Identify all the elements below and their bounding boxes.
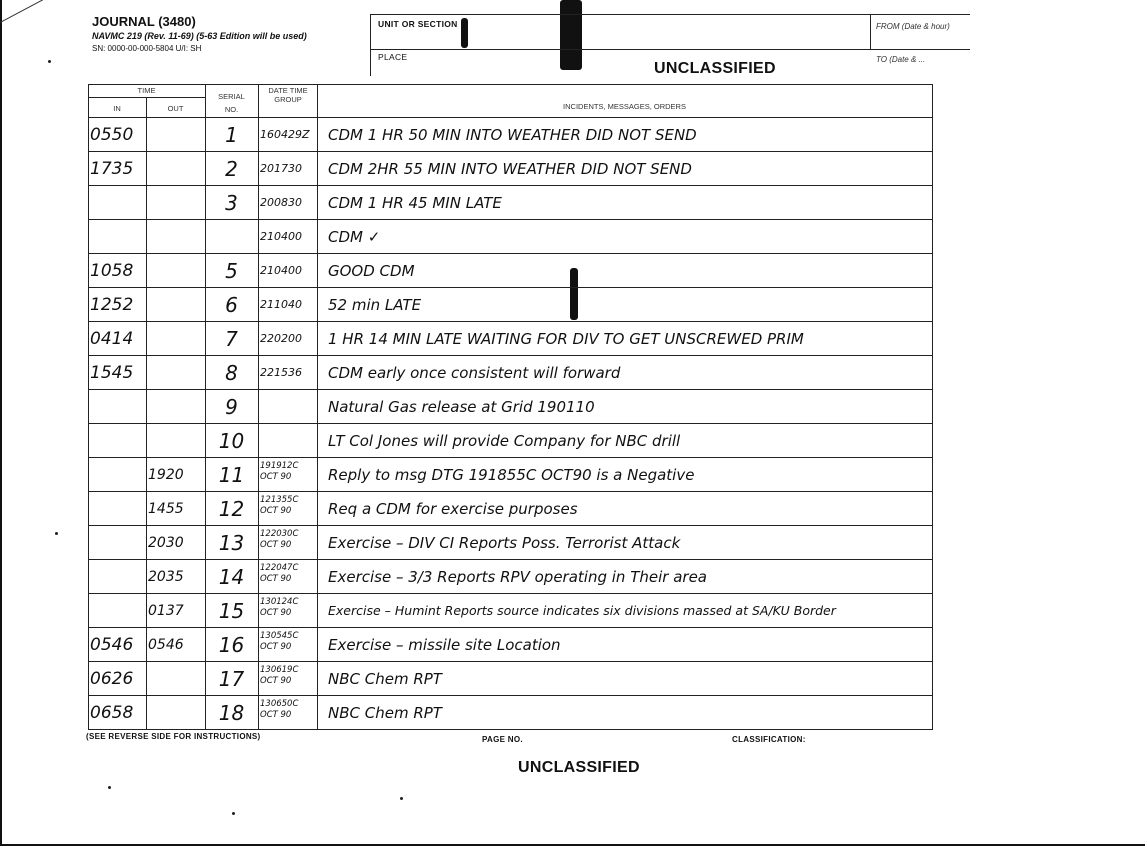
- cell-entry: GOOD CDM: [328, 262, 415, 280]
- cell-dtg: [260, 425, 316, 457]
- cell-entry: CDM 1 HR 45 MIN LATE: [328, 194, 502, 212]
- col-serial-no: NO.: [224, 105, 239, 114]
- header-rule: [870, 14, 871, 49]
- cell-serial: 3: [225, 191, 238, 215]
- row-rule: [88, 219, 933, 220]
- cell-out: 0546: [148, 637, 184, 653]
- cell-entry: NBC Chem RPT: [328, 704, 442, 722]
- table-rule: [146, 97, 147, 729]
- cell-in: 1545: [90, 363, 134, 383]
- cell-out: 1920: [148, 467, 184, 483]
- col-out: OUT: [167, 104, 184, 113]
- from-label: FROM (Date & hour): [876, 22, 950, 31]
- row-rule: [88, 627, 933, 628]
- cell-out: [148, 391, 205, 423]
- table-rule: [88, 117, 933, 118]
- cell-in: [90, 527, 146, 559]
- footer-instructions: (SEE REVERSE SIDE FOR INSTRUCTIONS): [86, 732, 261, 741]
- cell-entry: 1 HR 14 MIN LATE WAITING FOR DIV TO GET UNSCREWED PRIM: [328, 330, 804, 348]
- row-rule: [88, 389, 933, 390]
- cell-in: 0546: [90, 635, 134, 655]
- cell-serial: 12: [218, 497, 245, 521]
- cell-entry: Natural Gas release at Grid 190110: [328, 398, 595, 416]
- col-incidents: INCIDENTS, MESSAGES, ORDERS: [563, 102, 686, 111]
- scan-speck: [48, 60, 51, 63]
- cell-out: [148, 153, 205, 185]
- unit-label: UNIT OR SECTION: [378, 19, 458, 29]
- cell-in: [90, 187, 146, 219]
- cell-dtg: 160429Z: [260, 128, 310, 141]
- form-sn: SN: 0000-00-000-5804 U/I: SH: [92, 44, 202, 53]
- row-rule: [88, 593, 933, 594]
- cell-serial: 1: [225, 123, 238, 147]
- cell-serial: 2: [225, 157, 238, 181]
- cell-in: 1735: [90, 159, 134, 179]
- table-rule: [88, 84, 933, 85]
- table-rule: [258, 84, 259, 729]
- cell-entry: Exercise – missile site Location: [328, 636, 561, 654]
- row-rule: [88, 661, 933, 662]
- cell-entry: 52 min LATE: [328, 296, 422, 314]
- cell-in: [90, 595, 146, 627]
- col-serial: SERIAL: [218, 92, 245, 101]
- cell-entry: CDM 1 HR 50 MIN INTO WEATHER DID NOT SEND: [328, 126, 697, 144]
- cell-in: 1058: [90, 261, 134, 281]
- cell-dtg: 122030C OCT 90: [260, 529, 299, 550]
- cell-serial: 6: [225, 293, 238, 317]
- cell-out: 2030: [148, 535, 184, 551]
- col-time: TIME: [137, 86, 156, 95]
- scan-blot: [461, 18, 468, 48]
- cell-entry: Exercise – Humint Reports source indicates six divisions massed at SA/KU Border: [328, 603, 836, 618]
- cell-dtg: 210400: [260, 230, 302, 243]
- cell-in: 0414: [90, 329, 134, 349]
- cell-dtg: 210400: [260, 264, 302, 277]
- cell-serial: 18: [218, 701, 245, 725]
- cell-serial: [207, 221, 256, 253]
- table-rule: [932, 84, 933, 729]
- cell-serial: 9: [225, 395, 238, 419]
- header-rule: [370, 14, 970, 15]
- cell-dtg: 201730: [260, 162, 302, 175]
- row-rule: [88, 355, 933, 356]
- cell-in: [90, 493, 146, 525]
- cell-dtg: 221536: [260, 366, 302, 379]
- cell-out: [148, 663, 205, 695]
- cell-serial: 7: [225, 327, 238, 351]
- cell-entry: CDM 2HR 55 MIN INTO WEATHER DID NOT SEND: [328, 160, 692, 178]
- row-rule: [88, 287, 933, 288]
- cell-entry: NBC Chem RPT: [328, 670, 442, 688]
- cell-in: [90, 561, 146, 593]
- cell-in: [90, 425, 146, 457]
- row-rule: [88, 457, 933, 458]
- cell-entry: LT Col Jones will provide Company for NBC drill: [328, 432, 681, 450]
- scan-speck: [400, 797, 403, 800]
- scan-speck: [232, 812, 235, 815]
- cell-in: [90, 391, 146, 423]
- form-title: JOURNAL (3480): [92, 14, 196, 29]
- cell-out: [148, 697, 205, 729]
- cell-serial: 15: [218, 599, 245, 623]
- row-rule: [88, 321, 933, 322]
- cell-serial: 17: [218, 667, 245, 691]
- cell-serial: 11: [218, 463, 245, 487]
- cell-dtg: [260, 391, 316, 423]
- cell-entry: CDM early once consistent will forward: [328, 364, 621, 382]
- row-rule: [88, 151, 933, 152]
- cell-out: 2035: [148, 569, 184, 585]
- cell-dtg: 200830: [260, 196, 302, 209]
- cell-serial: 10: [218, 429, 245, 453]
- header-rule: [370, 14, 371, 76]
- scan-speck: [108, 786, 111, 789]
- place-label: PLACE: [378, 52, 408, 62]
- cell-serial: 16: [218, 633, 245, 657]
- cell-in: 0550: [90, 125, 134, 145]
- cell-in: [90, 459, 146, 491]
- row-rule: [88, 729, 933, 730]
- cell-serial: 14: [218, 565, 245, 589]
- cell-dtg: 191912C OCT 90: [260, 461, 299, 482]
- cell-entry: CDM ✓: [328, 228, 381, 246]
- cell-dtg: 220200: [260, 332, 302, 345]
- table-rule: [317, 84, 318, 729]
- cell-out: [148, 255, 205, 287]
- cell-out: [148, 289, 205, 321]
- to-label: TO (Date & ...: [876, 55, 926, 64]
- cell-in: [90, 221, 146, 253]
- cell-entry: Exercise – 3/3 Reports RPV operating in Their area: [328, 568, 707, 586]
- cell-dtg: 121355C OCT 90: [260, 495, 299, 516]
- cell-dtg: 211040: [260, 298, 302, 311]
- cell-dtg: 130545C OCT 90: [260, 631, 299, 652]
- cell-serial: 8: [225, 361, 238, 385]
- cell-in: 0658: [90, 703, 134, 723]
- cell-entry: Reply to msg DTG 191855C OCT90 is a Negative: [328, 466, 695, 484]
- cell-entry: Exercise – DIV CI Reports Poss. Terrorist Attack: [328, 534, 681, 552]
- cell-out: [148, 187, 205, 219]
- footer-classification-label: CLASSIFICATION:: [732, 735, 806, 744]
- cell-entry: Req a CDM for exercise purposes: [328, 500, 578, 518]
- form-edition: NAVMC 219 (Rev. 11-69) (5-63 Edition will be used): [92, 31, 307, 41]
- scan-speck: [55, 532, 58, 535]
- cell-dtg: 130619C OCT 90: [260, 665, 299, 686]
- table-rule: [88, 84, 89, 729]
- cell-out: [148, 323, 205, 355]
- cell-serial: 13: [218, 531, 245, 555]
- cell-out: 0137: [148, 603, 184, 619]
- cell-in: 1252: [90, 295, 134, 315]
- cell-out: [148, 425, 205, 457]
- cell-out: [148, 357, 205, 389]
- col-in: IN: [113, 104, 121, 113]
- cell-dtg: 130650C OCT 90: [260, 699, 299, 720]
- row-rule: [88, 695, 933, 696]
- cell-out: [148, 221, 205, 253]
- row-rule: [88, 559, 933, 560]
- row-rule: [88, 423, 933, 424]
- classification-top: UNCLASSIFIED: [654, 60, 776, 77]
- row-rule: [88, 253, 933, 254]
- scan-blot: [560, 0, 582, 70]
- cell-dtg: 130124C OCT 90: [260, 597, 299, 618]
- cell-dtg: 122047C OCT 90: [260, 563, 299, 584]
- header-rule: [370, 49, 970, 50]
- row-rule: [88, 491, 933, 492]
- row-rule: [88, 185, 933, 186]
- cell-serial: 5: [225, 259, 238, 283]
- classification-bottom: UNCLASSIFIED: [518, 759, 640, 776]
- cell-in: 0626: [90, 669, 134, 689]
- col-dtg: DATE TIME GROUP: [268, 86, 308, 104]
- row-rule: [88, 525, 933, 526]
- table-rule: [205, 84, 206, 729]
- cell-out: [148, 119, 205, 151]
- cell-out: 1455: [148, 501, 184, 517]
- footer-page-label: PAGE NO.: [482, 735, 523, 744]
